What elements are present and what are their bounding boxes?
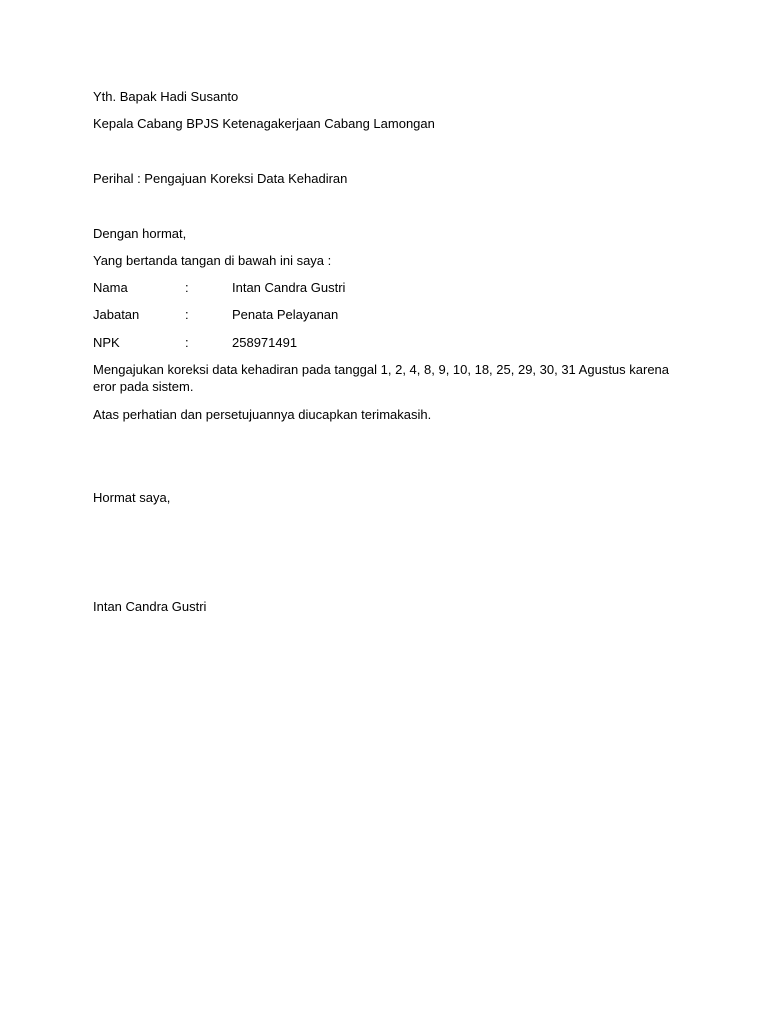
field-label: Nama: [93, 280, 128, 295]
field-colon: :: [185, 307, 189, 322]
greeting: Dengan hormat,: [93, 226, 187, 241]
field-colon: :: [185, 335, 189, 350]
field-colon: :: [185, 280, 189, 295]
recipient-title: Kepala Cabang BPJS Ketenagakerjaan Cabang Lamongan: [93, 116, 435, 131]
field-value: Penata Pelayanan: [232, 307, 339, 322]
subject-line: Perihal : Pengajuan Koreksi Data Kehadiran: [93, 171, 348, 186]
closing-line: Hormat saya,: [93, 490, 171, 505]
field-row-nama: [0, 279, 768, 296]
field-row-npk: [0, 334, 768, 351]
field-label: NPK: [93, 335, 120, 350]
thanks-line: Atas perhatian dan persetujuannya diucapkan terimakasih.: [93, 407, 432, 422]
body-paragraph: Mengajukan koreksi data kehadiran pada tanggal 1, 2, 4, 8, 9, 10, 18, 25, 29, 30, 31 Agustus karena eror pada sistem.: [93, 362, 670, 394]
signature-name: Intan Candra Gustri: [93, 599, 207, 614]
field-row-jabatan: [0, 306, 768, 323]
field-value: 258971491: [232, 335, 298, 350]
field-value: Intan Candra Gustri: [232, 280, 346, 295]
intro-line: Yang bertanda tangan di bawah ini saya :: [93, 253, 332, 268]
recipient-name: Yth. Bapak Hadi Susanto: [93, 89, 239, 104]
field-label: Jabatan: [93, 307, 140, 322]
